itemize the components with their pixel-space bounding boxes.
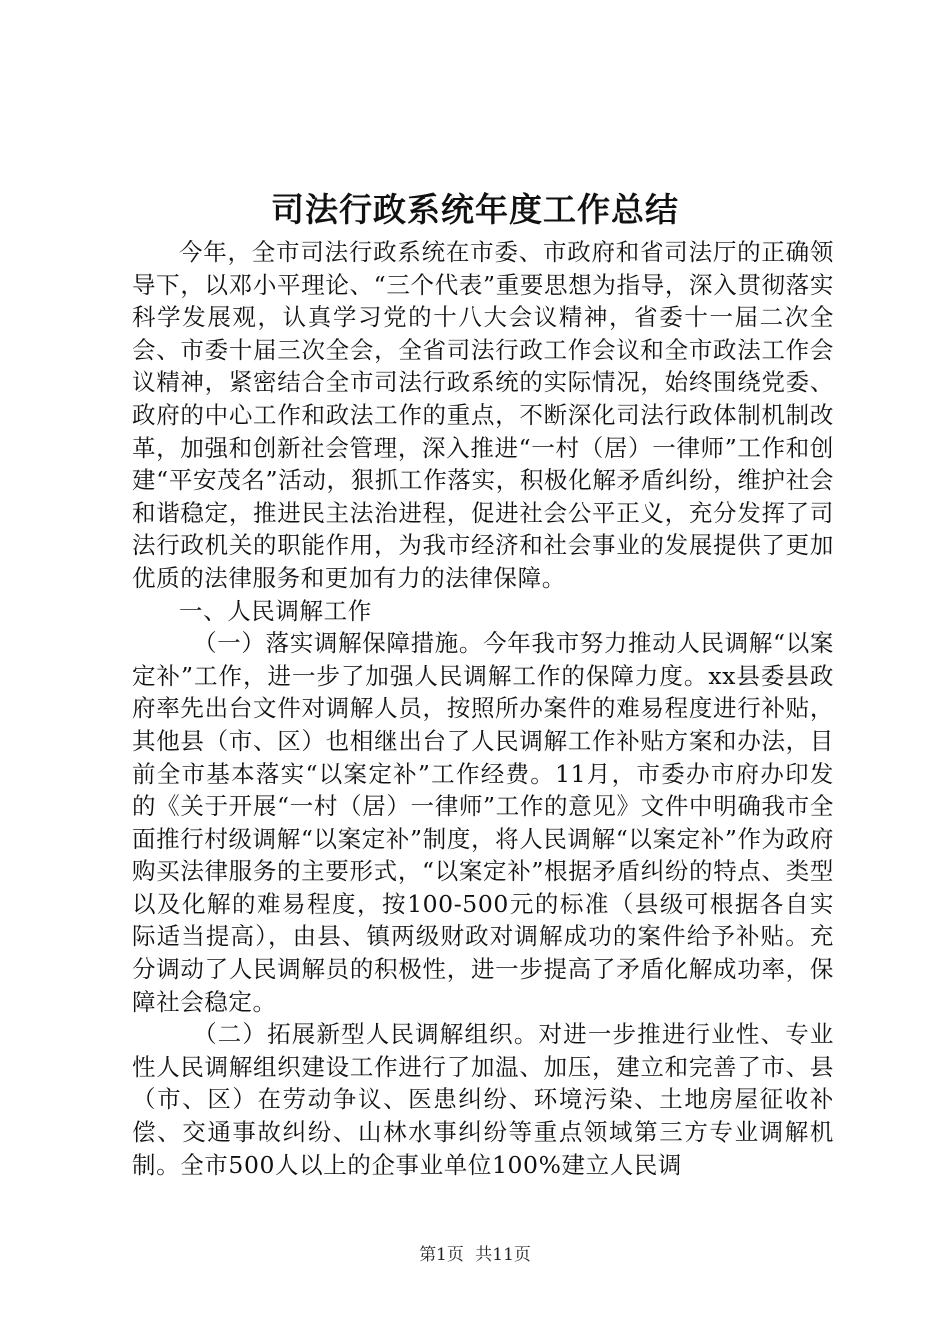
section-heading: 一、人民调解工作: [179, 596, 372, 625]
document-body: [132, 236, 834, 1181]
subsection-paragraph: （二）拓展新型人民调解组织。对进一步推进行业性、专业性人民调解组织建设工作进行了加温、加压，建立和完善了市、县（市、区）在劳动争议、医患纠纷、环境污染、土地房屋征收补偿、交通事故纠纷、山林水事纠纷等重点领域第三方专业调解机制。全市500人以上的企事业单位100%建立人民调: [132, 1020, 834, 1179]
page-total: 共11页: [475, 1245, 531, 1265]
page-number: 第1页: [419, 1245, 464, 1265]
document-title: 司法行政系统年度工作总结: [271, 190, 679, 229]
subsection-paragraph: （一）落实调解保障措施。今年我市努力推动人民调解“以案定补”工作，进一步了加强人民调解工作的保障力度。xx县委县政府率先出台文件对调解人员，按照所办案件的难易程度进行补贴，其他县（市、区）也相继出台了人民调解工作补贴方案和办法，目前全市基本落实“以案定补”工作经费。11月，市委办市府办印发的《关于开展“一村（居）一律师”工作的意见》文件中明确我市全面推行村级调解“以案定补”制度，将人民调解“以案定补”作为政府购买法律服务的主要形式，“以案定补”根据矛盾纠纷的特点、类型以及化解的难易程度，按100-500元的标准（县级可根据各自实际适当提高），由县、镇两级财政对调解成功的案件给予补贴。充分调动了人民调解员的积极性，进一步提高了矛盾化解成功率，保障社会稳定。: [132, 629, 834, 1016]
page-footer: [0, 1243, 950, 1267]
intro-paragraph: 今年，全市司法行政系统在市委、市政府和省司法厅的正确领导下，以邓小平理论、“三个代表”重要思想为指导，深入贯彻落实科学发展观，认真学习党的十八大会议精神，省委十一届二次全会、市委十届三次全会，全省司法行政工作会议和全市政法工作会议精神，紧密结合全市司法行政系统的实际情况，始终围绕党委、政府的中心工作和政法工作的重点，不断深化司法行政体制机制改革，加强和创新社会管理，深入推进“一村（居）一律师”工作和创建“平安茂名”活动，狠抓工作落实，积极化解矛盾纠纷，维护社会和谐稳定，推进民主法治进程，促进社会公平正义，充分发挥了司法行政机关的职能作用，为我市经济和社会事业的发展提供了更加优质的法律服务和更加有力的法律保障。: [132, 238, 834, 592]
